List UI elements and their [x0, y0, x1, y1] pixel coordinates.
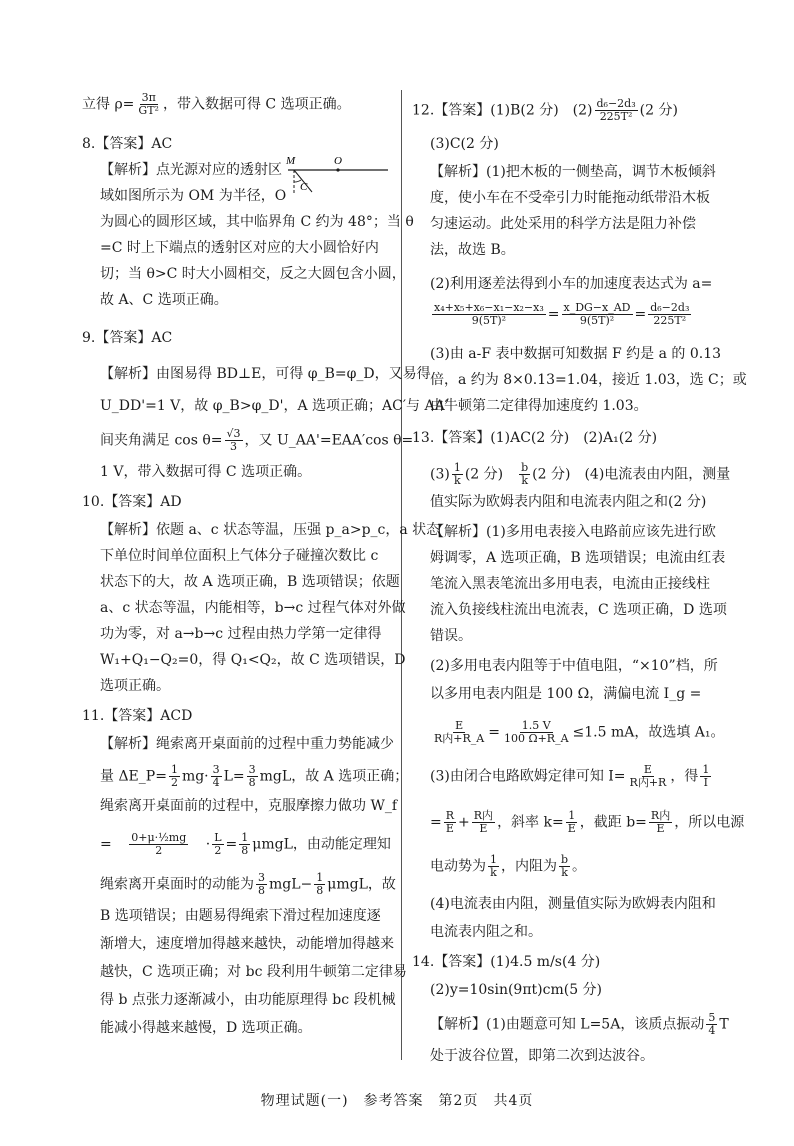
- text-line: 以多用电表内阻是 100 Ω，满偏电流 I_g =: [430, 686, 702, 702]
- label-c: C: [300, 181, 308, 193]
- text-line: 【解析】(1)把木板的一侧垫高，调节木板倾斜: [430, 164, 716, 180]
- text-line: (2)y=10sin(9πt)cm(5 分): [430, 982, 603, 998]
- text-line: (3) $\frac{1}{k}$ (2 分) $\frac{b}{k}$ (2 分) (4)电流表由内阻，测量: [430, 461, 731, 487]
- text-line: 功为零，对 a→b→c 过程由热力学第一定律得: [100, 626, 382, 642]
- text-line: =C 时上下端点的透射区对应的大小圆恰好内: [100, 240, 379, 256]
- text-line: 【解析】点光源对应的透射区: [100, 162, 282, 178]
- page-footer: 物理试题(一) 参考答案 第2页 共4页: [260, 1093, 534, 1109]
- text-line: 度，使小车在不受牵引力时能拖动纸带沿木板: [430, 190, 710, 206]
- text-line: 【解析】(1)多用电表接入电路前应该先进行欧: [430, 524, 716, 540]
- q10-answer: 10.【答案】AD: [82, 494, 182, 510]
- text-line: 倍，a 约为 8×0.13=1.04，接近 1.03，选 C；或: [430, 372, 747, 388]
- q14-answer: 14.【答案】(1)4.5 m/s(4 分): [412, 954, 601, 970]
- text-line: = $\frac{\text{0+μ·½mg}}{2}$ · $\frac{L}{2}$ = $\frac{1}{8}$ μmgL，由动能定理知: [100, 831, 391, 857]
- q11-answer: 11.【答案】ACD: [82, 708, 193, 724]
- label-m: M: [286, 155, 296, 167]
- text-line: 渐增大，速度增加得越来越快，动能增加得越来: [100, 936, 394, 952]
- text-line: W₁+Q₁−Q₂=0，得 Q₁<Q₂，故 C 选项错误，D: [100, 652, 406, 668]
- text-line: 立得 ρ= $\frac{3\pi}{\text{GT²}}$ ，带入数据可得 C 选项正确。: [82, 91, 351, 117]
- text-line: (3)由闭合电路欧姆定律可知 I= $\frac{E}{\text{R内+R}}$ ，得 $\frac{1}{I}$: [430, 763, 710, 789]
- text-line: 【解析】依题 a、c 状态等温，压强 p_a>p_c，a 状态: [100, 522, 441, 538]
- text-line: 能减小得越来越慢，D 选项正确。: [100, 1020, 312, 1036]
- text-line: 笔流入黑表笔流出多用电表，电流由正接线柱: [430, 576, 710, 592]
- text-line: 【解析】绳索离开桌面前的过程中重力势能减少: [100, 736, 394, 752]
- text-line: 电动势为 $\frac{1}{k}$ ，内阻为 $\frac{b}{k}$ 。: [430, 853, 587, 879]
- text-line: 由牛顿第二定律得加速度约 1.03。: [430, 398, 648, 414]
- text-line: 量 ΔE_P= $\frac{1}{2}$ mg· $\frac{3}{4}$ L= $\frac{3}{8}$ mgL，故 A 选项正确；: [100, 763, 409, 789]
- text-line: 绳索离开桌面前的过程中，克服摩擦力做功 W_f: [100, 798, 398, 814]
- text-line: $\frac{\text{x₄+x₅+x₆−x₁−x₂−x₃}}{\text{9(5T)²}}$ = $\frac{x\_DG-x\_AD}{\text{9(5T)²}}$ = $\frac{\text{d₆−2d₃}}{\text{225T²}}$: [434, 301, 690, 327]
- text-line: 电流表内阻之和。: [430, 924, 542, 940]
- text-line: $\frac{E}{\text{R内+R\_A}}$ = $\frac{1.5 V}{100 \Omega+R\_A}$ ≤1.5 mA，故选填 A₁。: [434, 719, 725, 745]
- text-line: 值实际为欧姆表内阻和电流表内阻之和(2 分): [430, 494, 707, 510]
- text-line: 选项正确。: [100, 678, 170, 694]
- text-line: (3)由 a-F 表中数据可知数据 F 约是 a 的 0.13: [430, 346, 722, 362]
- text-line: 处于波谷位置，即第二次到达波谷。: [430, 1048, 654, 1064]
- text-line: a、c 状态等温，内能相等，b→c 过程气体对外做: [100, 600, 406, 616]
- text-line: 匀速运动。此处采用的科学方法是阻力补偿: [430, 216, 696, 232]
- q8-diagram: [282, 150, 392, 196]
- text-line: 【解析】(1)由题意可知 L=5A，该质点振动 $\frac{5}{4}$ T: [430, 1011, 729, 1037]
- point-o: [336, 168, 339, 171]
- text-line: 故 A、C 选项正确。: [100, 292, 228, 308]
- text-line: (4)电流表由内阻，测量值实际为欧姆表内阻和: [430, 896, 716, 912]
- text-line: B 选项错误；由题易得绳索下滑过程加速度逐: [100, 908, 381, 924]
- q12-answer: 12.【答案】(1)B(2 分) (2) $\frac{\text{d₆−2d₃}}{\text{225T²}}$ (2 分): [412, 97, 678, 123]
- text-line: 为圆心的圆形区域，其中临界角 C 约为 48°；当 θ: [100, 214, 414, 230]
- text-line: 错误。: [430, 628, 472, 644]
- text-line: 间夹角满足 cos θ= $\frac{√3}{3}$ ，又 U_AA'=EAA′cos θ=: [100, 427, 414, 453]
- text-line: (3)C(2 分): [430, 136, 499, 152]
- text-line: (2)多用电表内阻等于中值电阻，“×10”档，所: [430, 658, 718, 674]
- text-line: 得 b 点张力逐渐减小，由功能原理得 bc 段机械: [100, 992, 396, 1008]
- q9-answer: 9.【答案】AC: [82, 330, 173, 346]
- q8-answer: 8.【答案】AC: [82, 136, 173, 152]
- text-line: 【解析】由图易得 BD⊥E，可得 φ_B=φ_D，又易得: [100, 366, 431, 382]
- text-line: = $\frac{R}{E}$ + $\frac{\text{R内}}{E}$ ，斜率 k= $\frac{1}{E}$ ，截距 b= $\frac{\text{R内}}{E}$ ，所以电源: [430, 809, 745, 835]
- text-line: 流入负接线柱流出电流表，C 选项正确，D 选项: [430, 602, 727, 618]
- text-line: 越快，C 选项正确；对 bc 段利用牛顿第二定律易: [100, 964, 407, 980]
- text-line: U_DD'=1 V，故 φ_B>φ_D'，A 选项正确；AC′与 AA′: [100, 398, 448, 414]
- text-line: 域如图所示为 OM 为半径，O: [100, 188, 287, 204]
- text-line: 1 V，带入数据可得 C 选项正确。: [100, 464, 312, 480]
- text-line: 状态下的大，故 A 选项正确，B 选项错误；依题: [100, 574, 400, 590]
- text-line: 切；当 θ>C 时大小圆相交，反之大圆包含小圆，: [100, 266, 406, 282]
- label-o: O: [334, 155, 342, 167]
- text-line: (2)利用逐差法得到小车的加速度表达式为 a=: [430, 276, 713, 292]
- text-line: 姆调零，A 选项正确，B 选项错误；电流由红表: [430, 550, 726, 566]
- column-divider: [401, 90, 402, 1060]
- text-line: 法，故选 B。: [430, 242, 515, 258]
- text-line: 绳索离开桌面时的动能为 $\frac{3}{8}$ mgL− $\frac{1}{8}$ μmgL，故: [100, 871, 396, 897]
- text-line: 下单位时间单位面积上气体分子碰撞次数比 c: [100, 548, 379, 564]
- q13-answer: 13.【答案】(1)AC(2 分) (2)A₁(2 分): [412, 430, 658, 446]
